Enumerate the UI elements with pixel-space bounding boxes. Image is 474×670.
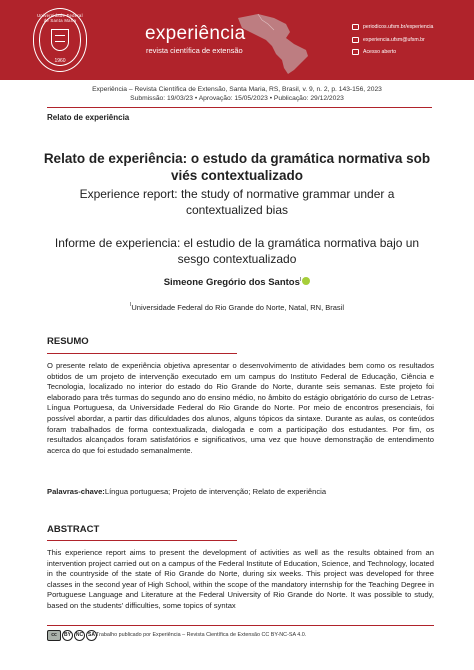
cc-license-badge[interactable]: cc BY NC SA <box>47 630 97 641</box>
title-spanish: Informe de experiencia: el estudio de la gramática normativa bajo un sesgo contextualizado <box>54 236 420 266</box>
license-text: Trabalho publicado por Experiência – Revista Científica de Extensão CC BY-NC-SA 4.0. <box>96 632 307 638</box>
divider <box>47 107 432 108</box>
citation-line: Experiência – Revista Científica de Extensão, Santa Maria, RS, Brasil, v. 9, n. 2, p. 143-156, 2023 <box>92 86 382 93</box>
keywords-line <box>47 487 326 496</box>
author-line: Simeone Gregório dos Santos$^I$ <box>0 277 474 288</box>
university-seal-logo <box>33 8 87 72</box>
title-english: Experience report: the study of normative grammar under a contextualized bias <box>79 187 395 217</box>
resumo-heading: RESUMO <box>47 336 89 347</box>
author-name[interactable]: Simeone Gregório dos Santos <box>163 277 300 288</box>
orcid-icon[interactable] <box>302 277 310 285</box>
journal-subtitle: revista científica de extensão <box>146 46 243 55</box>
abstract-heading: ABSTRACT <box>47 524 100 535</box>
email-icon <box>352 24 359 30</box>
citation-block <box>0 85 474 103</box>
resumo-text: O presente relato de experiência objetiva apresentar o desenvolvimento de atividades bem como os resultados obtidos de um projeto de intervenção executado em um campus do Instituto Federal de Educação, Ciência e Tecnologia, localizado no interior do estado do Rio Grande do Norte, durante seis semanas. Este projeto foi elaborado para três turmas do segundo ano do ensino médio, no âmbito do estágio obrigatório do curso de Letras-Língua Portuguesa, da Universidade Federal do Rio Grande do Norte. Por meio de encontros presenciais, foi possível abordar, a partir das dificuldades dos alunos, alguns tópicos da sintaxe. Durante as aulas, os conteúdos foram trabalhados de forma contextualizada, dialogada e com a participação dos estudantes. Por fim, os resultados alcançados foram satisfatórios e significativos, uma vez que houve demonstração de entendimento acerca do que foi estudado semanalmente. <box>47 361 434 455</box>
contact-item[interactable]: experiencia.ufsm@ufsm.br <box>352 34 433 47</box>
divider <box>47 540 237 541</box>
abstract-text: This experience report aims to present the development of activities as well as the results obtained from an intervention project carried out on a campus of the Federal Institute of Education, Science, and Technology, located in the countryside of the state of Rio Grande do Norte, during six weeks. This project was developed for three classes in the second year of High School, within the scope of the mandatory internship for the Teaching Degree in Portuguese Language and Literature at the Federal University of Rio Grande do Norte. It was possible to study, based on the students' difficulties, some topics of syntax <box>47 548 434 610</box>
keywords-label: Palavras-chave: <box>47 487 105 496</box>
contact-list <box>352 21 433 59</box>
article-type-label: Relato de experiência <box>47 113 130 122</box>
seal-year: 1960 <box>54 58 66 64</box>
divider <box>47 625 434 626</box>
keywords: Língua portuguesa; Projeto de intervenção; Relato de experiência <box>104 487 327 496</box>
title-portuguese: Relato de experiência: o estudo da gramática normativa sob viés contextualizado <box>43 151 431 183</box>
journal-title: experiência <box>145 23 246 44</box>
dates-line: Submissão: 19/03/23 • Aprovação: 15/05/2023 • Publicação: 29/12/2023 <box>130 95 344 102</box>
open-access-icon <box>352 49 359 55</box>
affiliation: $^I$Universidade Federal do Rio Grande do Norte, Natal, RN, Brasil <box>130 302 344 312</box>
journal-header <box>0 0 474 80</box>
contact-item[interactable]: Acesso aberto <box>352 46 433 59</box>
web-icon <box>352 37 359 43</box>
seal-text: Universidade Federal de Santa Maria <box>37 13 83 23</box>
divider <box>47 353 237 354</box>
contact-item[interactable]: periodicos.ufsm.br/experiencia <box>352 21 433 34</box>
